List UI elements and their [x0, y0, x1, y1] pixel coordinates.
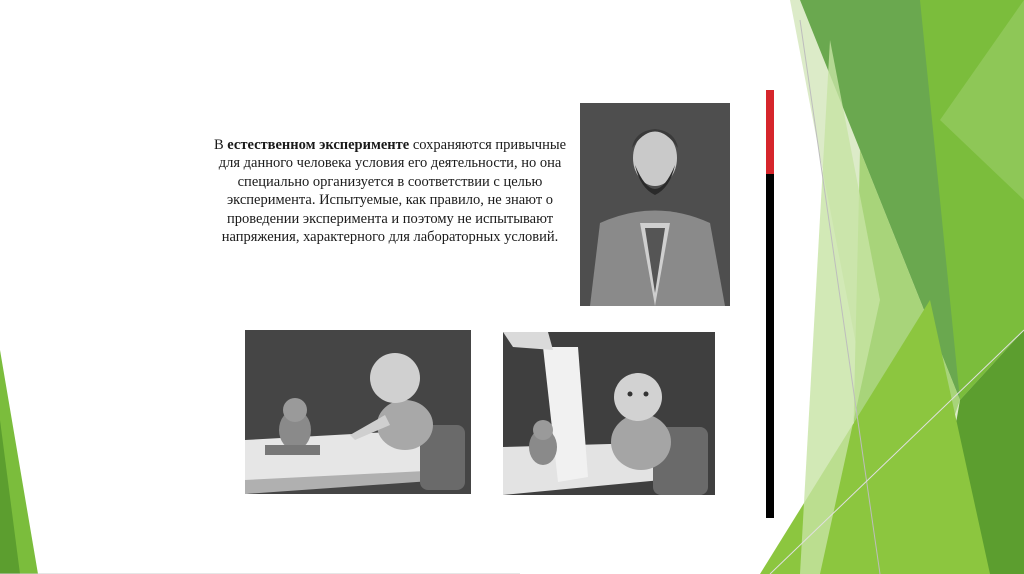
text-prefix: В: [213, 137, 228, 153]
infant-with-toy-photo: [245, 330, 471, 494]
slide-body-text: [210, 136, 570, 246]
accent-bar-red-segment: [766, 90, 774, 174]
text-rest: сохраняются привычные для данного человека условия его деятельности, но она специально организуется в соответствии с целью эксперимента. Испытуемые, как правило, не знают о проведении эксперимента и поэтому не испытывают напряжения, характерного для лабораторных условий.: [218, 137, 567, 246]
infant-with-screen-photo: [503, 332, 715, 495]
text-bold-term: естественном эксперименте: [227, 137, 410, 153]
portrait-photo: [580, 103, 730, 306]
accent-bar: [766, 90, 774, 518]
